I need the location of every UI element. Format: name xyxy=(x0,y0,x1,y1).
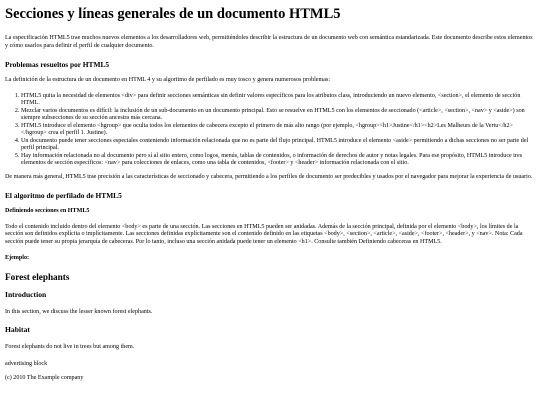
problems-heading: Problemas resueltos por HTML5 xyxy=(5,60,110,69)
introduction-text: In this section, we discuss the lesser known forest elephants. xyxy=(5,308,153,315)
problems-closing: De manera más general, HTML5 trae precisión a las características de seccionado y cabecera, permitiendo a los perfiles de documento ser predecibles y usados por el navegador para mejorar la experiencia de usuario. xyxy=(5,173,533,180)
example-title: Forest elephants xyxy=(5,271,70,282)
introduction-heading: Introduction xyxy=(5,289,47,299)
sections-paragraph: Todo el contenido incluido dentro del elemento <body> es parte de una sección. Las secciones en HTML5 pueden ser anidadas. Además de la sección principal, definida por el elemento <body>, los límites de la sección son definidos explícita o implícitamente. Las secciones definidas explícitamente son el contenido definido en las etiquetas <body>, <section>, <article>, <aside>, <footer>, <header>, y <nav>. Nota: Cada sección puede tener su propia jerarquía de cabeceras. Por lo tanto, incluso una sección anidada puede tener un elemento <h1>. Consulte también Definiendo cabeceras en HTML5. xyxy=(5,223,523,245)
intro-paragraph: La especificación HTML5 trae muchos nuevos elementos a los desarrolladores web, permitiéndoles describir la estructura de un documento web con semántica estandarizada. Este documento describe estos elementos y cómo usarlos para definir el perfil de cualquier documento. xyxy=(5,35,533,49)
algorithm-heading: El algoritmo de perfilado de HTML5 xyxy=(5,191,122,200)
sections-subheading: Definiendo secciones en HTML5 xyxy=(5,208,90,214)
habitat-heading: Habitat xyxy=(5,325,30,334)
list-item: 2. Mezclar varios documentos es difícil: la inclusión de un sub-documento en un documento principal. Esto se resuelve en HTML5 con los elementos de seccionado (<article>, <section>, <nav> y <aside>) son siempre subsecciones de su sección ancestra más cercana. xyxy=(21,108,533,123)
list-item: 5. Hay información relacionada no al documento pero sí al sitio entero, como logos, menús, tablas de contenidos, o información de derechos de autor y notas legales. Para ese propósito, HTML5 introduce tres elementos de sección específicos: <nav> para colecciones de enlaces, como una tabla de contenidos, <footer> y <header> información relacionada con el sitio. xyxy=(21,153,533,168)
list-item: 1. HTML5 quita la necesidad de elementos <div> para definir secciones semánticas sin definir valores específicos para los atributos class, introduciendo un nuevo elemento, <section>, el elemento de sección HTML. xyxy=(21,93,533,108)
list-item: 3. HTML5 introduce el elemento <hgroup> que oculta todos los elementos de cabecera excepto el primero de más alto rango (por ejemplo, <hgroup><h1>Justine</h1><h2>Les Malheurs de la Vertu</h2></hgroup> crea el perfil 1. Justine). xyxy=(21,123,533,138)
advertising-block: advertising block xyxy=(5,360,48,367)
list-item: 4. Un documento puede tener secciones especiales conteniendo información relacionada que no es parte del flujo principal. HTML5 introduce el elemento <aside> permitiendo a dichas secciones no ser parte del perfil principal. xyxy=(21,138,533,153)
example-label: Ejemplo: xyxy=(5,255,30,261)
problems-list xyxy=(5,93,533,168)
problems-lead: La definición de la estructura de un documento en HTML 4 y su algoritmo de perfilado es muy tosco y genera numerosos problemas: xyxy=(5,77,331,83)
copyright-footer: (c) 2010 The Example company xyxy=(5,375,84,381)
page-title: Secciones y líneas generales de un documento HTML5 xyxy=(5,6,341,22)
habitat-text: Forest elephants do not live in trees but among them. xyxy=(5,344,135,350)
